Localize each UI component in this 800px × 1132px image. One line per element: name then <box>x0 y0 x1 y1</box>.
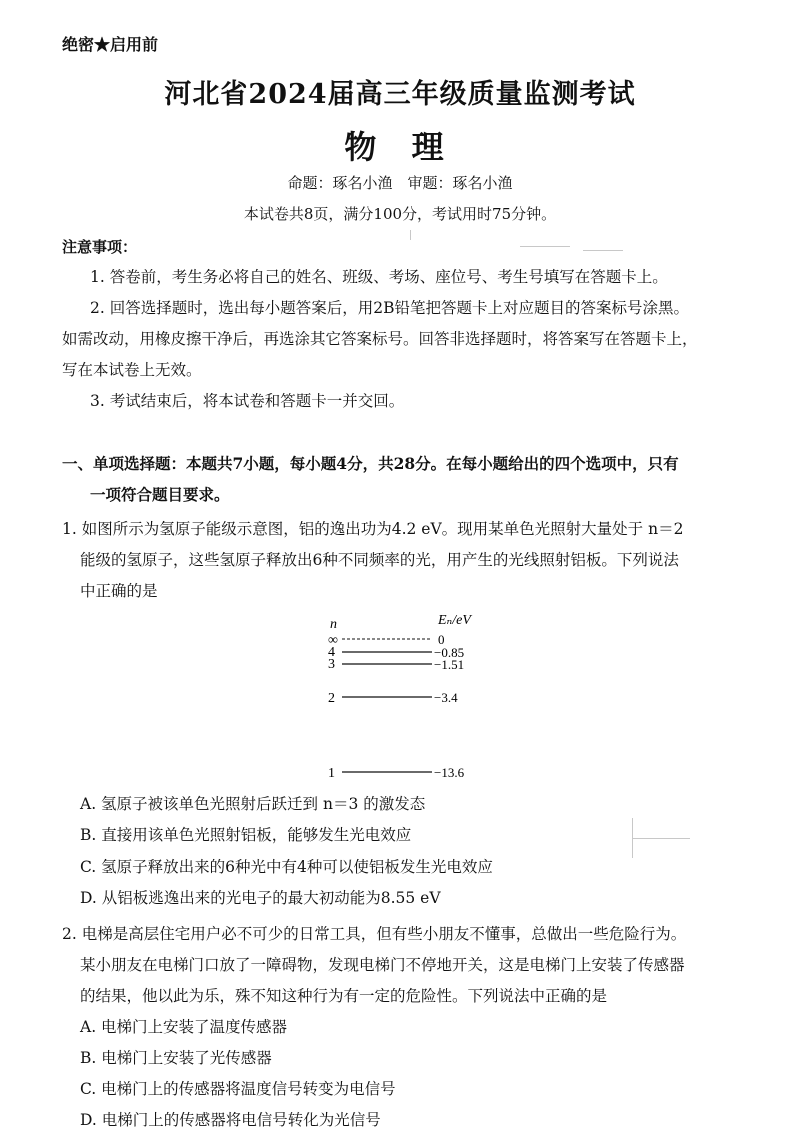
section-1-line: 一项符合题目要求。 <box>90 485 230 504</box>
q1-option-c: C. 氢原子释放出来的6种光中有4种可以使铝板发生光电效应 <box>80 858 493 876</box>
diagram-n-label: n <box>330 617 337 632</box>
q1-stem-line: 中正确的是 <box>80 582 158 600</box>
q1-option-a: A. 氢原子被该单色光照射后跃迁到 n＝3 的激发态 <box>80 795 426 813</box>
notice-item: 2. 回答选择题时，选出每小题答案后，用2B铅笔把答题卡上对应题目的答案标号涂黑。 <box>90 299 689 317</box>
notice-item: 写在本试卷上无效。 <box>62 361 202 379</box>
subject-title: 物 理 <box>344 128 456 166</box>
scan-mark <box>583 250 623 251</box>
q2-stem-line: 的结果，他以此为乐，殊不知这种行为有一定的危险性。下列说法中正确的是 <box>80 987 608 1005</box>
notice-item: 3. 考试结束后，将本试卷和答题卡一并交回。 <box>90 392 405 410</box>
level-energy-label: −0.85 <box>434 645 465 660</box>
q2-option-d: D. 电梯门上的传感器将电信号转化为光信号 <box>80 1111 381 1129</box>
exam-title: 河北省2024届高三年级质量监测考试 <box>164 79 636 110</box>
energy-level-diagram <box>322 608 492 783</box>
notice-item: 1. 答卷前，考生务必将自己的姓名、班级、考场、座位号、考生号填写在答题卡上。 <box>90 268 668 286</box>
authors-line: 命题：琢名小渔 审题：琢名小渔 <box>287 174 513 192</box>
diagram-energy-label: Eₙ/eV <box>438 613 471 628</box>
scan-mark <box>410 230 411 240</box>
section-1-line: 一、单项选择题：本题共7小题，每小题4分，共28分。在每小题给出的四个选项中，只有 <box>62 454 679 473</box>
level-n-label: ∞ <box>328 633 338 648</box>
exam-info: 本试卷共8页，满分100分，考试用时75分钟。 <box>243 205 557 223</box>
confidential-label: 绝密★启用前 <box>62 35 159 54</box>
q2-option-c: C. 电梯门上的传感器将温度信号转变为电信号 <box>80 1080 396 1098</box>
scan-mark <box>632 838 690 839</box>
q1-option-d: D. 从铝板逃逸出来的光电子的最大初动能为8.55 eV <box>80 889 441 907</box>
q2-stem-line: 2. 电梯是高层住宅用户必不可少的日常工具，但有些小朋友不懂事，总做出一些危险行为。 <box>62 925 687 943</box>
notice-heading: 注意事项： <box>62 238 138 256</box>
level-n-label: 4 <box>328 645 335 660</box>
level-energy-label: −13.6 <box>434 765 465 780</box>
level-energy-label: 0 <box>438 632 445 647</box>
q1-option-b: B. 直接用该单色光照射铝板，能够发生光电效应 <box>80 826 412 844</box>
q2-option-b: B. 电梯门上安装了光传感器 <box>80 1049 272 1067</box>
notice-item: 如需改动，用橡皮擦干净后，再选涂其它答案标号。回答非选择题时，将答案写在答题卡上， <box>62 330 698 348</box>
level-n-label: 3 <box>328 657 335 672</box>
level-n-label: 1 <box>328 766 335 781</box>
q2-option-a: A. 电梯门上安装了温度传感器 <box>80 1018 288 1036</box>
q1-stem-line: 能级的氢原子，这些氢原子释放出6种不同频率的光，用产生的光线照射铝板。下列说法 <box>80 551 679 569</box>
level-energy-label: −3.4 <box>434 690 458 705</box>
level-energy-label: −1.51 <box>434 657 465 672</box>
q2-stem-line: 某小朋友在电梯门口放了一障碍物，发现电梯门不停地开关，这是电梯门上安装了传感器 <box>80 956 685 974</box>
scan-mark <box>520 246 570 247</box>
level-n-label: 2 <box>328 691 335 706</box>
q1-stem-line: 1. 如图所示为氢原子能级示意图，铝的逸出功为4.2 eV。现用某单色光照射大量处于 n＝2 <box>62 520 684 538</box>
